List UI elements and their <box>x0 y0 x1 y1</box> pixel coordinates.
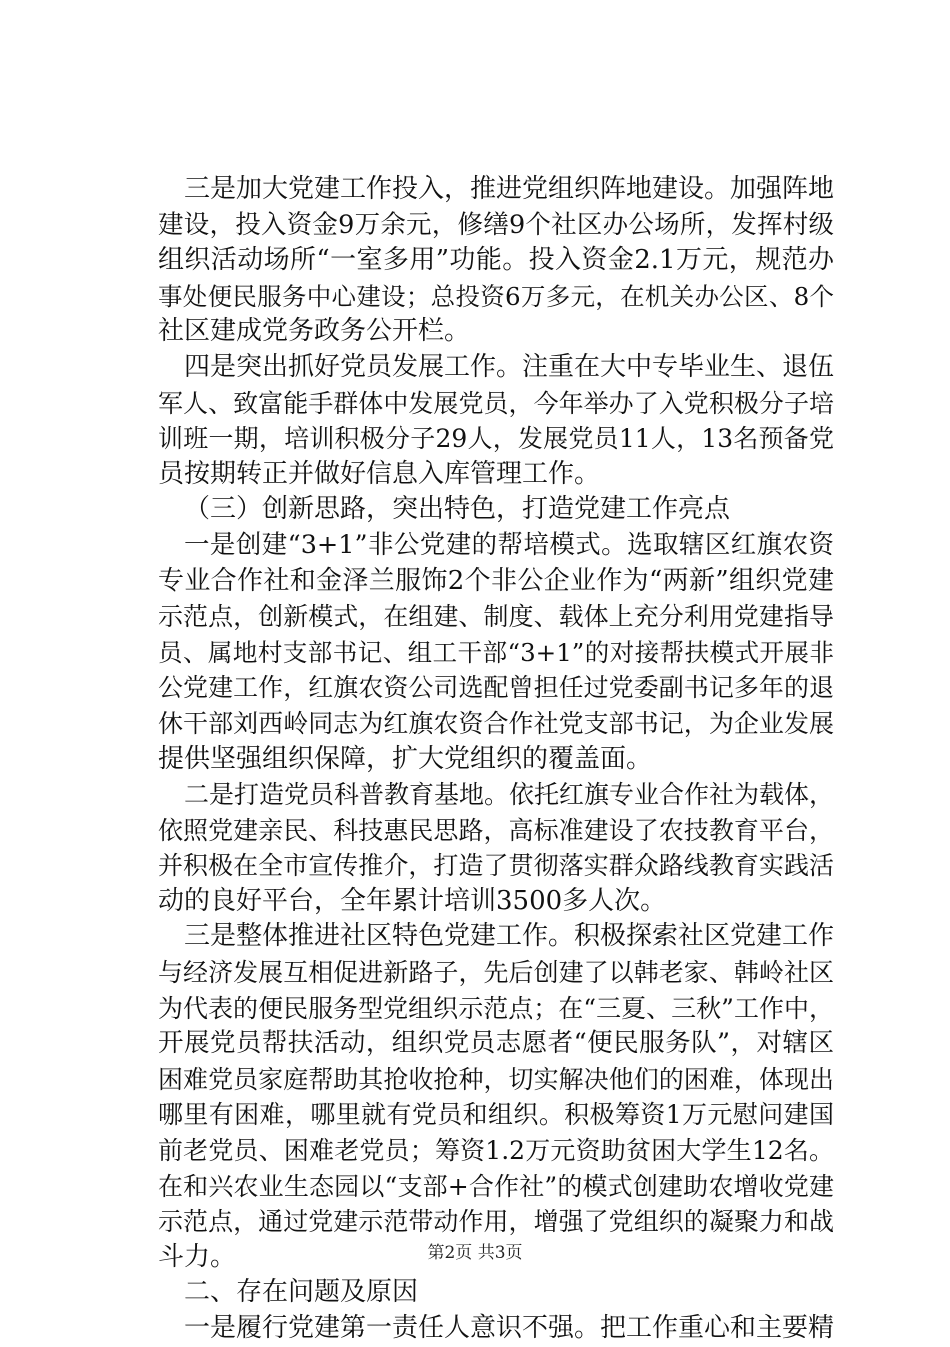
text-line: 军人、致富能手群体中发展党员，今年举办了入党积极分子培 <box>158 388 834 418</box>
text-line: 四是突出抓好党员发展工作。注重在大中专毕业生、退伍 <box>184 351 834 382</box>
text-line: 示范点，通过党建示范带动作用，增强了党组织的凝聚力和战 <box>158 1207 834 1237</box>
text-line: 与经济发展互相促进新路子，先后创建了以韩老家、韩岭社区 <box>158 958 834 988</box>
text-line: （三）创新思路，突出特色，打造党建工作亮点 <box>184 494 731 525</box>
page-number-footer: 第2页 共3页 <box>427 1243 523 1263</box>
text-line: 休干部刘西岭同志为红旗农资合作社党支部书记，为企业发展 <box>158 708 834 738</box>
text-line: 一是履行党建第一责任人意识不强。把工作重心和主要精 <box>184 1313 834 1343</box>
text-line: 组织活动场所“一室多用”功能。投入资金2.1万元，规范办 <box>158 245 834 276</box>
text-line: 提供坚强组织保障，扩大党组织的覆盖面。 <box>158 743 653 774</box>
text-line: 困难党员家庭帮助其抢收抢种，切实解决他们的困难，体现出 <box>158 1064 834 1094</box>
text-line: 社区建成党务政务公开栏。 <box>158 316 471 347</box>
text-line: 在和兴农业生态园以“支部+合作社”的模式创建助农增收党建 <box>158 1171 834 1201</box>
text-line: 并积极在全市宣传推介，打造了贯彻落实群众路线教育实践活 <box>158 851 834 881</box>
text-line: 专业合作社和金泽兰服饰2个非公企业作为“两新”组织党建 <box>158 565 834 596</box>
text-line: 公党建工作，红旗农资公司选配曾担任过党委副书记多年的退 <box>158 673 834 703</box>
text-line: 示范点，创新模式，在组建、制度、载体上充分利用党建指导 <box>158 602 834 632</box>
text-line: 为代表的便民服务型党组织示范点；在“三夏、三秋”工作中， <box>158 993 834 1023</box>
text-line: 动的良好平台，全年累计培训3500多人次。 <box>158 885 667 916</box>
text-line: 事处便民服务中心建设；总投资6万多元，在机关办公区、8个 <box>158 281 834 311</box>
text-line: 一是创建“3+1”非公党建的帮培模式。选取辖区红旗农资 <box>184 529 834 560</box>
text-line: 斗力。 <box>158 1241 237 1272</box>
text-line: 依照党建亲民、科技惠民思路，高标准建设了农技教育平台， <box>158 815 834 845</box>
text-line: 开展党员帮扶活动，组织党员志愿者“便民服务队”，对辖区 <box>158 1028 834 1059</box>
text-line: 前老党员、困难老党员；筹资1.2万元资助贫困大学生12名。 <box>158 1136 834 1166</box>
text-line: 二是打造党员科普教育基地。依托红旗专业合作社为载体， <box>184 780 834 810</box>
document-body <box>158 172 834 1347</box>
text-line: 三是整体推进社区特色党建工作。积极探索社区党建工作 <box>184 921 834 952</box>
text-line: 员按期转正并做好信息入库管理工作。 <box>158 458 601 489</box>
text-line: 二、存在问题及原因 <box>184 1277 419 1308</box>
text-line: 哪里有困难，哪里就有党员和组织。积极筹资1万元慰问建国 <box>158 1100 834 1130</box>
text-line: 员、属地村支部书记、组工干部“3+1”的对接帮扶模式开展非 <box>158 637 834 667</box>
text-line: 训班一期，培训积极分子29人，发展党员11人，13名预备党 <box>158 424 834 454</box>
text-line: 三是加大党建工作投入，推进党组织阵地建设。加强阵地 <box>184 174 834 204</box>
text-line: 建设，投入资金9万余元，修缮9个社区办公场所，发挥村级 <box>158 209 834 240</box>
